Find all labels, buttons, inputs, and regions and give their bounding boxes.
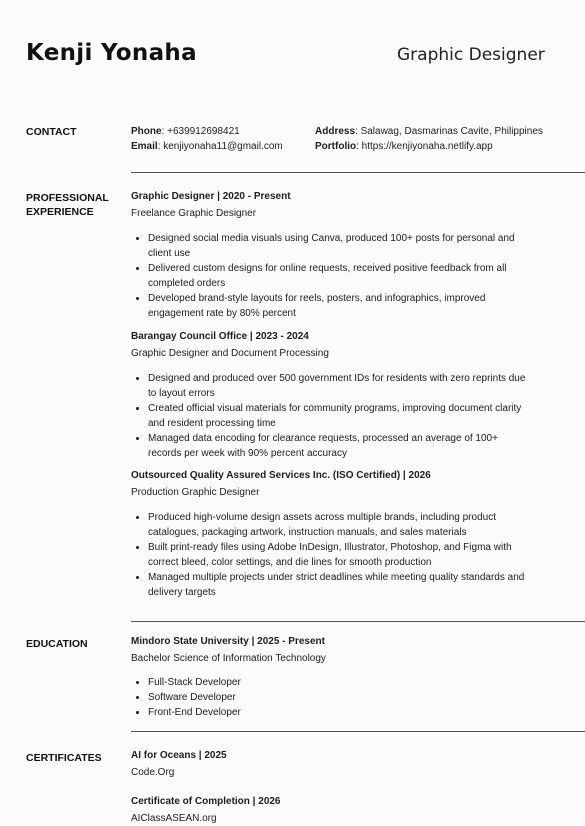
list-item: • Software Developer	[148, 690, 531, 705]
contact-email	[131, 139, 283, 154]
portfolio-link[interactable]: : https://kenjiyonaha.netlify.app	[356, 141, 493, 152]
list-item: • Front-End Developer	[148, 705, 531, 720]
candidate-name: Kenji Yonaha	[26, 40, 197, 66]
list-item: • Designed and produced over 500 government IDs for residents with zero reprints due to layout errors	[148, 371, 531, 401]
job-entry	[131, 330, 531, 461]
certificate-entry	[131, 749, 531, 780]
list-item: • Designed social media visuals using Canva, produced 100+ posts for personal and client use	[148, 231, 531, 261]
job-heading: Graphic Designer | 2020 - Present	[131, 191, 291, 202]
job-subtitle: Freelance Graphic Designer	[131, 208, 257, 219]
contact-portfolio	[315, 139, 493, 154]
certificate-issuer: Code.Org	[131, 767, 175, 778]
job-heading: Outsourced Quality Assured Services Inc. (ISO Certified) | 2026	[131, 470, 431, 481]
list-item: • Developed brand-style layouts for reels, posters, and infographics, improved engagement rate by 80% percent	[148, 291, 531, 321]
divider	[131, 731, 585, 732]
job-heading: Barangay Council Office | 2023 - 2024	[131, 331, 309, 342]
email-value[interactable]: : kenjiyonaha11@gmail.com	[157, 141, 283, 152]
section-label-contact: CONTACT	[26, 126, 77, 138]
job-subtitle: Production Graphic Designer	[131, 487, 260, 498]
list-item: • Managed multiple projects under strict deadlines while meeting quality standards and delivery targets	[148, 570, 531, 600]
address-value: : Salawag, Dasmarinas Cavite, Philippines	[355, 126, 543, 137]
section-label-experience: PROFESSIONAL EXPERIENCE	[26, 192, 109, 218]
certificate-entry	[131, 795, 531, 826]
job-bullets	[131, 510, 531, 600]
job-subtitle: Graphic Designer and Document Processing	[131, 348, 329, 359]
list-item: • Produced high-volume design assets across multiple brands, including product catalogues, packaging artwork, instruction manuals, and sales materials	[148, 510, 531, 540]
divider	[131, 172, 585, 173]
certificate-heading: Certificate of Completion | 2026	[131, 796, 281, 807]
education-heading: Mindoro State University | 2025 - Present	[131, 636, 325, 647]
section-label-education: EDUCATION	[26, 638, 88, 650]
list-item: • Delivered custom designs for online requests, received positive feedback from all completed orders	[148, 261, 531, 291]
list-item: • Managed data encoding for clearance requests, processed an average of 100+ records per week with 90% percent accuracy	[148, 431, 531, 461]
list-item: • Built print-ready files using Adobe InDesign, Illustrator, Photoshop, and Figma with correct bleed, color settings, and die lines for smooth production	[148, 540, 531, 570]
email-label: Email	[131, 141, 158, 152]
education-entry	[131, 635, 531, 720]
list-item: • Created official visual materials for community programs, improving document clarity and resident processing time	[148, 401, 531, 431]
job-entry	[131, 190, 531, 321]
address-label: Address	[315, 126, 356, 137]
job-bullets	[131, 371, 531, 461]
certificate-issuer: AIClassASEAN.org	[131, 813, 217, 824]
section-label-certificates: CERTIFICATES	[26, 752, 102, 764]
education-bullets	[131, 675, 531, 720]
contact-phone	[131, 124, 240, 139]
certificate-heading: AI for Oceans | 2025	[131, 750, 227, 761]
list-item: • Full-Stack Developer	[148, 675, 531, 690]
divider	[131, 621, 585, 622]
portfolio-label: Portfolio	[315, 141, 357, 152]
contact-address	[315, 124, 543, 139]
phone-label: Phone	[131, 126, 162, 137]
candidate-role: Graphic Designer	[397, 45, 545, 65]
job-entry	[131, 469, 531, 600]
education-degree: Bachelor Science of Information Technology	[131, 653, 326, 664]
phone-value: : +639912698421	[161, 126, 240, 137]
job-bullets	[131, 231, 531, 321]
